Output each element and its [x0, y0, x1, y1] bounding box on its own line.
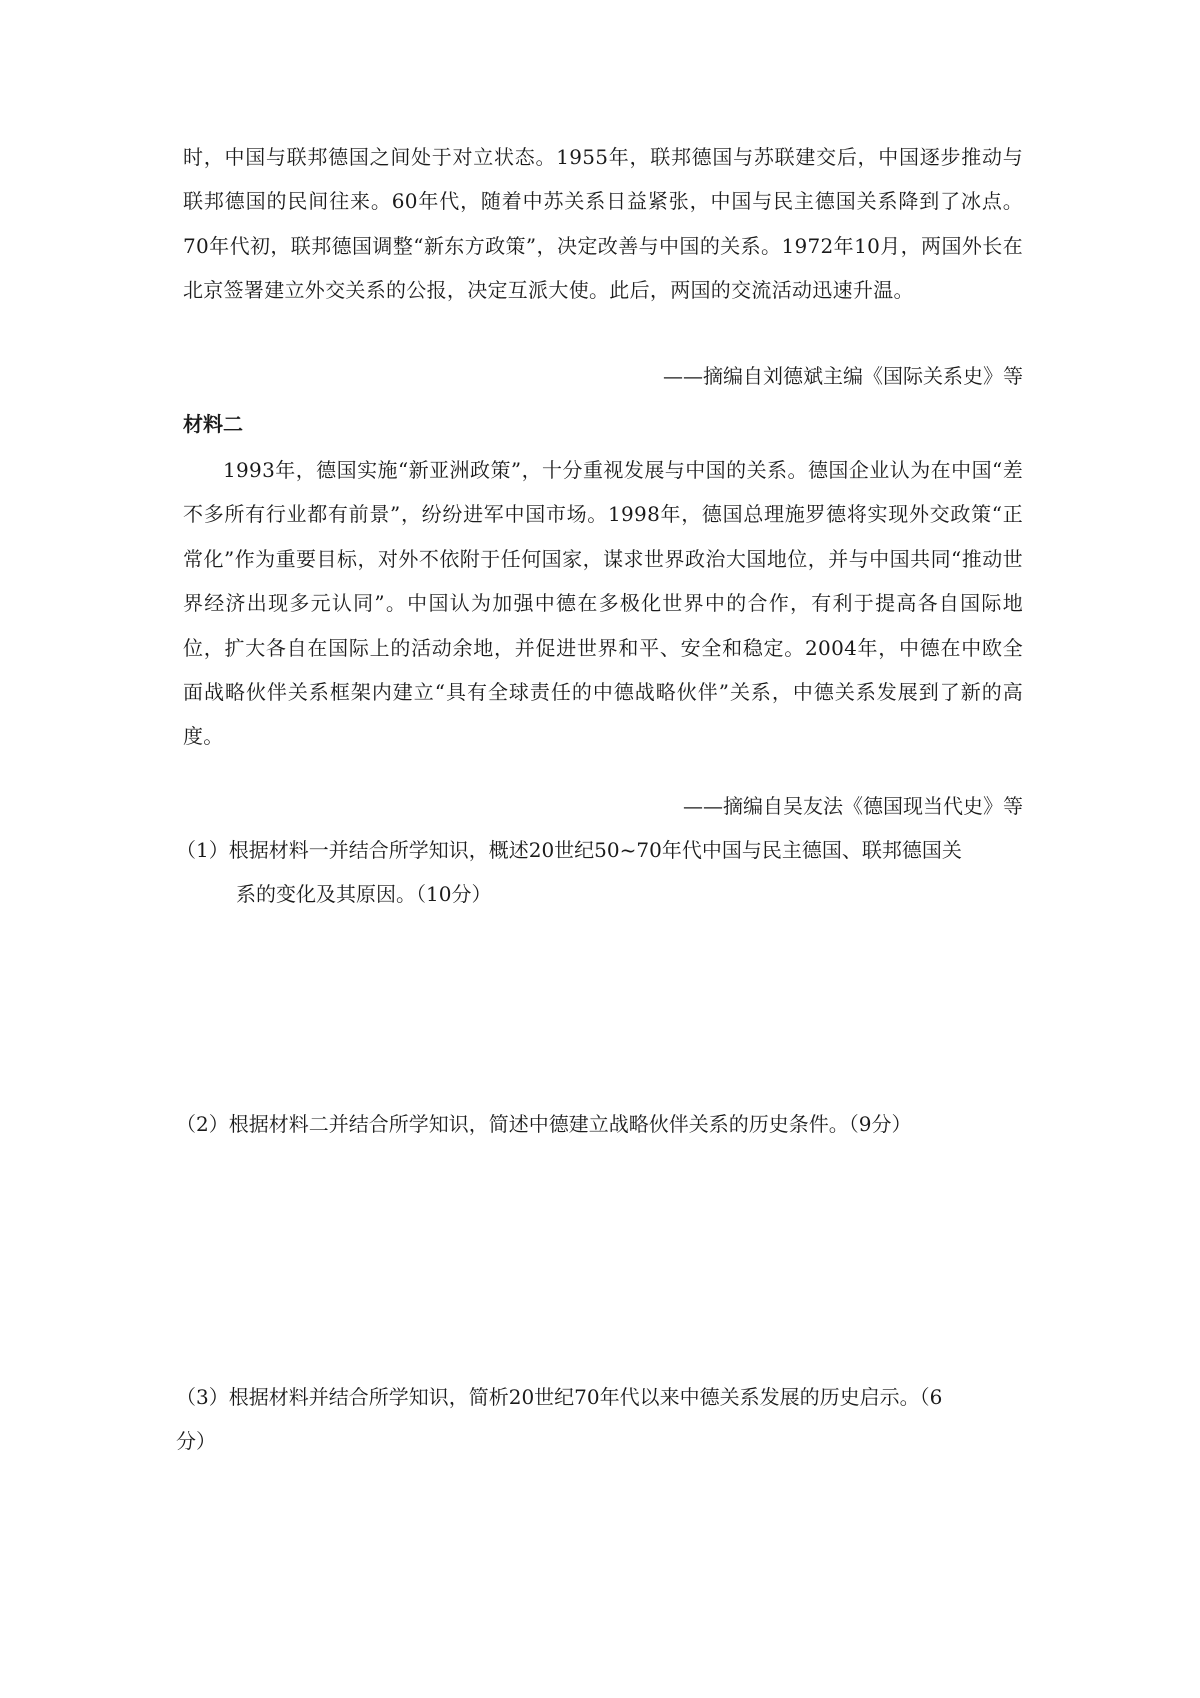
question-1 — [176, 828, 1026, 916]
question-3 — [176, 1375, 1026, 1463]
material2-paragraph: 1993年，德国实施“新亚洲政策”，十分重视发展与中国的关系。德国企业认为在中国“差不多所有行业都有前景”，纷纷进军中国市场。1998年，德国总理施罗德将实现外交政策“正常化”作为重要目标，对外不依附于任何国家，谋求世界政治大国地位，并与中国共同“推动世界经济出现多元认同”。中国认为加强中德在多极化世界中的合作，有利于提高各自国际地位，扩大各自在国际上的活动余地，并促进世界和平、安全和稳定。2004年，中德在中欧全面战略伙伴关系框架内建立“具有全球责任的中德战略伙伴”关系，中德关系发展到了新的高度。 — [183, 458, 1023, 749]
question-2: （2）根据材料二并结合所学知识，简述中德建立战略伙伴关系的历史条件。（9分） — [176, 1112, 912, 1136]
question-3-line2: 分） — [176, 1429, 216, 1453]
material1-paragraph: 时，中国与联邦德国之间处于对立状态。1955年，联邦德国与苏联建交后，中国逐步推动与联邦德国的民间往来。60年代，随着中苏关系日益紧张，中国与民主德国关系降到了冰点。70年代初，联邦德国调整“新东方政策”，决定改善与中国的关系。1972年10月，两国外长在北京签署建立外交关系的公报，决定互派大使。此后，两国的交流活动迅速升温。 — [183, 145, 1023, 303]
material2-source: ——摘编自吴友法《德国现当代史》等 — [683, 794, 1023, 818]
question-1-line2: 系的变化及其原因。（10分） — [236, 882, 492, 906]
question-3-line1: （3）根据材料并结合所学知识，简析20世纪70年代以来中德关系发展的历史启示。（6 — [176, 1385, 943, 1409]
material1-source: ——摘编自刘德斌主编《国际关系史》等 — [663, 364, 1023, 388]
question-1-line1: （1）根据材料一并结合所学知识，概述20世纪50~70年代中国与民主德国、联邦德国关 — [176, 838, 962, 862]
material2-heading: 材料二 — [183, 412, 243, 436]
